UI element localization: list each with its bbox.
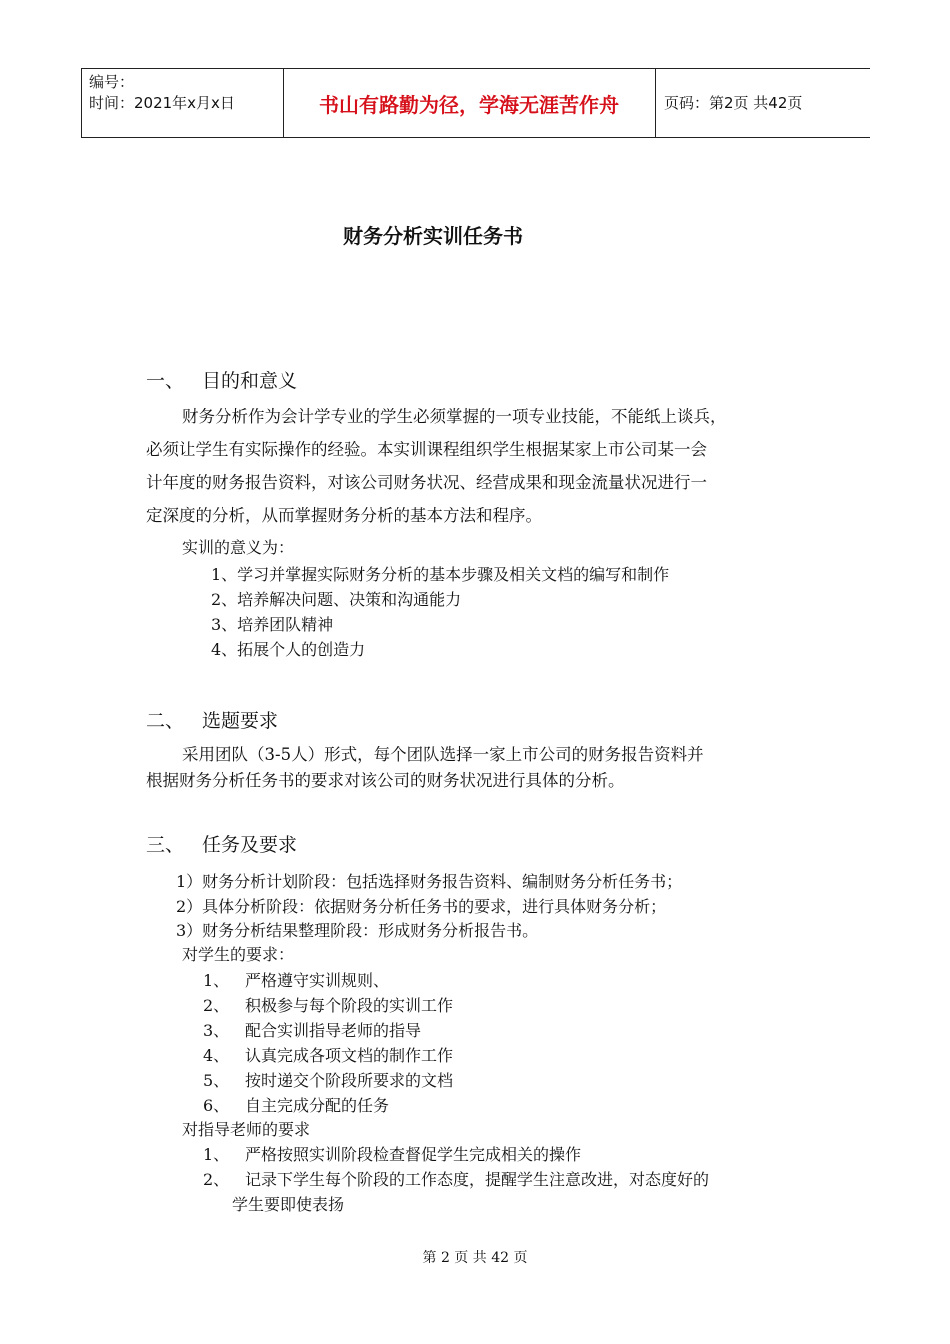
student-item-text: 认真完成各项文档的制作工作	[245, 1046, 454, 1065]
student-item-text: 自主完成分配的任务	[245, 1096, 390, 1115]
stage-item: 1）财务分析计划阶段：包括选择财务报告资料、编制财务分析任务书；	[176, 872, 683, 891]
header-motto: 书山有路勤为径，学海无涯苦作舟	[319, 93, 619, 117]
student-item-text: 按时递交个阶段所要求的文档	[245, 1071, 454, 1090]
student-item-number: 5、	[203, 1071, 230, 1090]
section-2-number: 二、	[146, 710, 185, 732]
section-1-title: 目的和意义	[202, 370, 298, 392]
stage-item: 2）具体分析阶段：依据财务分析任务书的要求，进行具体财务分析；	[176, 897, 667, 916]
student-item-text: 严格遵守实训规则、	[245, 971, 390, 990]
page-header	[81, 68, 870, 138]
teacher-item-text: 严格按照实训阶段检查督促学生完成相关的操作	[245, 1145, 582, 1164]
header-meta	[89, 72, 235, 114]
section-2-para-line: 根据财务分析任务书的要求对该公司的财务状况进行具体的分析。	[146, 771, 625, 790]
student-item-text: 积极参与每个阶段的实训工作	[245, 996, 454, 1015]
student-item-number: 4、	[203, 1046, 230, 1065]
student-item-number: 3、	[203, 1021, 230, 1040]
student-item-text: 配合实训指导老师的指导	[245, 1021, 422, 1040]
meaning-item: 2、培养解决问题、决策和沟通能力	[211, 590, 462, 609]
section-2-title: 选题要求	[202, 710, 279, 732]
page-footer: 第 2 页 共 42 页	[422, 1250, 528, 1266]
stage-item: 3）财务分析结果整理阶段：形成财务分析报告书。	[176, 921, 539, 940]
section-1-para-line: 必须让学生有实际操作的经验。本实训课程组织学生根据某家上市公司某一会	[146, 440, 707, 459]
student-requirements-label: 对学生的要求：	[182, 945, 295, 964]
teacher-item-continuation: 学生要即使表扬	[232, 1195, 345, 1214]
teacher-item-text: 记录下学生每个阶段的工作态度，提醒学生注意改进，对态度好的	[245, 1170, 710, 1189]
student-item-number: 1、	[203, 971, 230, 990]
header-page-info: 页码：第2页 共42页	[664, 94, 803, 112]
section-1-para-line: 计年度的财务报告资料，对该公司财务状况、经营成果和现金流量状况进行一	[146, 473, 707, 492]
meaning-label: 实训的意义为：	[182, 538, 295, 557]
section-1-number: 一、	[146, 370, 185, 392]
section-2-para-line: 采用团队（3-5人）形式，每个团队选择一家上市公司的财务报告资料并	[182, 745, 704, 764]
section-1-para-line: 定深度的分析，从而掌握财务分析的基本方法和程序。	[146, 506, 542, 525]
header-divider-2	[655, 69, 656, 137]
meaning-item: 4、拓展个人的创造力	[211, 640, 366, 659]
meaning-item: 1、学习并掌握实际财务分析的基本步骤及相关文档的编写和制作	[211, 565, 670, 584]
header-number-label: 编号：	[89, 73, 135, 91]
student-item-number: 2、	[203, 996, 230, 1015]
header-border-left	[81, 69, 82, 137]
student-item-number: 6、	[203, 1096, 230, 1115]
teacher-requirements-label: 对指导老师的要求	[182, 1120, 311, 1139]
section-1-para-line: 财务分析作为会计学专业的学生必须掌握的一项专业技能，不能纸上谈兵，	[182, 407, 727, 426]
section-3-title: 任务及要求	[202, 834, 298, 856]
teacher-item-number: 2、	[203, 1170, 230, 1189]
meaning-item: 3、培养团队精神	[211, 615, 334, 634]
document-title: 财务分析实训任务书	[343, 224, 523, 248]
header-time-label: 时间：2021年x月x日	[89, 94, 235, 112]
section-3-number: 三、	[146, 834, 185, 856]
teacher-item-number: 1、	[203, 1145, 230, 1164]
